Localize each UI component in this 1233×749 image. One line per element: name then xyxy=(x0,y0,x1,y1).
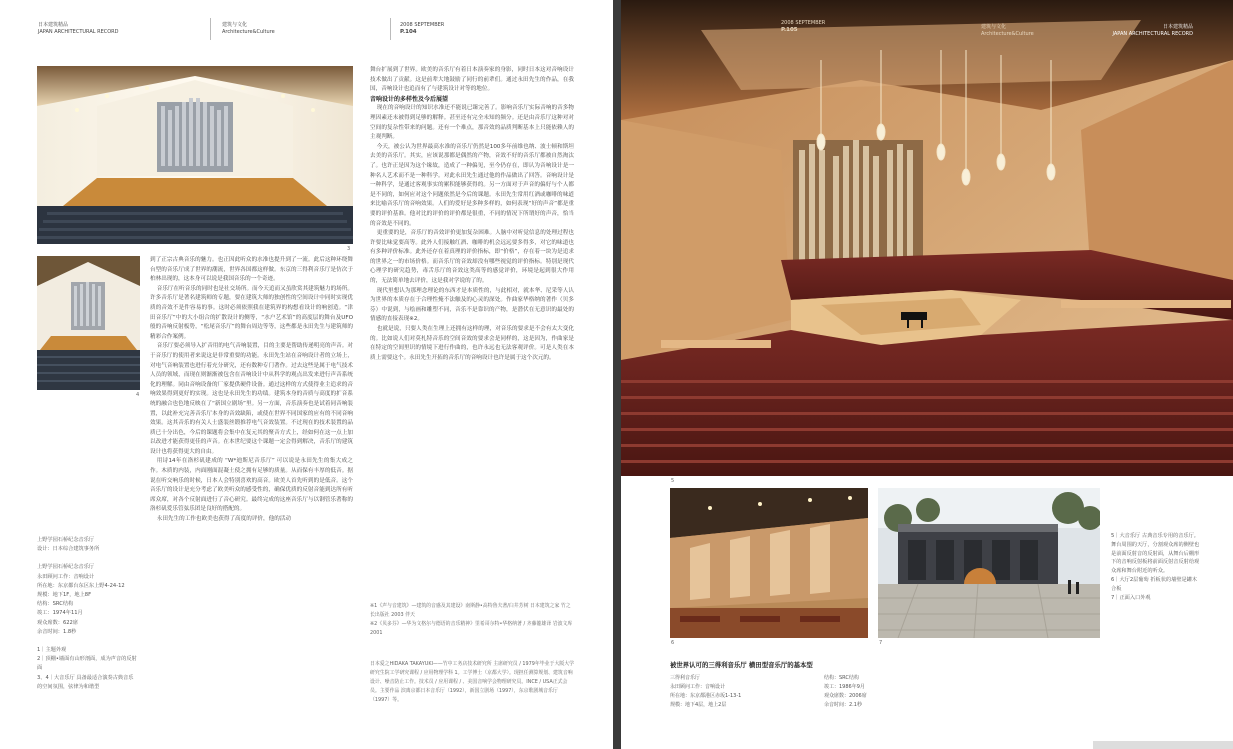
photo-number: 6 xyxy=(671,640,675,646)
left-project-info: 上野学园石桥纪念音乐厅 设计：日本综合建筑事务所 上野学园石桥纪念音乐厅 永田顾问工作：音响设计 所在地：东京都台东区东上野4-24-12 规模：地下1F，地上8F 结构：SRC结构 竣工：1974年11月 观众席数：622席 余音时间：1.8秒 1｜主题外观 2｜顶棚•墙面有山形剖面，成为声音的反射面 3、4｜大音乐厅 具备最适合演奏古典音乐的空间氛围，弦律为和谐型 xyxy=(37,537,137,690)
right-header-publication: 日本建筑精品 JAPAN ARCHITECTURAL RECORD xyxy=(1112,24,1193,37)
right-header-section: 建筑与文化 Architecture&Culture xyxy=(981,24,1034,37)
right-header-date: 2008 SEPTEMBER P.105 xyxy=(781,20,826,33)
photo-number: 5 xyxy=(671,478,675,484)
photo-number: 3 xyxy=(347,246,351,252)
left-header-date: 2008 SEPTEMBER P.104 xyxy=(400,22,445,35)
photo-number: 4 xyxy=(136,392,140,398)
project-specs: 三得利音乐厅 结构：SRC结构 永田顾问工作：音响设计 竣工：1986年9月 所在地：东京都港区赤坂1-13-1 观众席数：2006席 规模：地下4层，地上2层 余音时间：2.1秒 xyxy=(670,675,867,708)
suntory-hall-illustration xyxy=(621,0,1233,476)
left-page xyxy=(0,0,613,749)
header-divider xyxy=(390,18,391,40)
left-header-publication: 日本建筑精品 JAPAN ARCHITECTURAL RECORD xyxy=(38,22,119,35)
footnotes: ※1《声与音建筑》—建筑的音感及其建设》南斯静•高特鲁夫著/臼井芳树 日本建筑之家 竹之长出版社 2003 伴天 ※2《贝多芬》—华为文格尔与德语的音乐精神》里希哥尔特•华格纳著 / 齐藤龍雄译 岩波文库 2001 xyxy=(370,603,573,636)
photo-number: 7 xyxy=(879,640,883,646)
project-title: 被世界认可的三得利音乐厅 横田型音乐厅的基本型 xyxy=(670,661,813,669)
photo-exterior xyxy=(878,488,1100,638)
foyer-illustration xyxy=(670,488,868,638)
hall-organ-illustration xyxy=(37,66,353,244)
photo-hall-organ xyxy=(37,66,353,244)
photo-suntory-hall xyxy=(621,0,1233,476)
horizontal-scrollbar[interactable] xyxy=(1093,741,1233,749)
left-body-column: 到了正宗古典音乐的魅力。也正因此听众的水准也提升到了一流。此后这种环绕舞台型的音乐厅成了世界的潮流，世界各国都这样做。东京的三得利音乐厅是仿次于柏林出现的，这本身可以说是我国音乐的一个奇迹。 音乐厅在听音乐的同时也是社交场所。而今天追而又虽欣赏其建筑魅力的场所。许多音乐厅是著名建筑师的专题，要在建筑大师的独创性的空间设计中同时实现优质的音效不是件容易的事。这时必须依照我在建筑界的构想看设计的响创造。“津田音乐厅”中的大小组合的扩散设计的侧等，“水户艺术馆”的高度层的舞台及UFO般的音响反射板势，“松尾音乐厅”的舞台周边等等，这些都是永田先生与建筑师的精彩合作案例。 音乐厅要必须导入扩音用的电气音响装置，目的主要是帮助传递明亮的声音。对于音乐厅的使用者来说这是非常重要的功能。永田先生站在音响设计者的立场上，对电气音响装置也进行着充分研究，还有数种专门著作。过去这些是属于电气技术人员的领域，而现在则渐渐被包含在音响设计中从科学的观点出发来进行声音系统化的理解。同由音响设备的厂家提供硬件设备。通过这样的方式使得业主追求的音响效果得到更好的实现。这也是永田先生的功绩。建筑本身的音质与高度的扩音系统的融合也色地反映在了“新国立剧场”里。另一方面，音乐演奏也是试着同音响装置，以此补充完善音乐厅本身的音效缺陷，或使在世界不同国家的应有的不同音响效果。这其音乐的有关人士盛装丝锻推荐电气音效装置。不过现在的技术装置的品质已十分出色，今后的课题将会集中在复元其的聚音方式上，经如何在这一点上加以改进才能获得更佳的声音。在本世纪要这个课题一定会得到解决，音乐厅的建筑设计也将获得更大的自由。 用诗14年在洛杉矶建成的 “W*迪斯尼音乐厅” 可以说是永田先生的集大成之作。木质的内装，内面刚面混凝土使之拥有足够的质量。从而保有丰厚的低音。据说在听交响乐的时候，日本人会特别喜欢的高音。欧美人首先听到的是低音。这个音乐厅的设计是充分考虑了欧美听众的感受性的，确保优质的反射音能到达所有听席众席，对各个反射面进行了音心研究。最终完成的这座音乐厅与以钢管乐著称的洛杉矶爱乐管弦乐团是良好的搭配的。 永田先生的工作也欧美也获得了高度的评价，他的活动 xyxy=(150,257,353,523)
header-divider xyxy=(210,18,211,40)
photo-foyer xyxy=(670,488,868,638)
author-bio: 日本爱之HIDAKA TAKAYUKI——竹中工务店技术研究所 主席研究员 / 1979年毕业于大阪大学研究生院工学研究课程 / 应用物理学科 1。工学博士（京都大学）。现担任测算规划、建筑音响设计、噪音防止工作。技术员 / 应用课程 / 、美国音响学会物理研究员。INCE / USA正式会员。主要作品 滨离京都日本音乐厅（1992），新国立剧场（1997），东京歌剧城音乐厅（1997）等。 xyxy=(370,661,575,703)
right-side-captions: 5｜大音乐厅 古典音乐专用的音乐厅。舞台周围的天厅，分割观众席的侧壁也是前面反射音的反射面，从舞台后棚形下的音响反射板将前面反射音反射给观众席和舞台附近的听众。 6｜大厅2层葡萄 折板状的墙壁是罐木合板 7｜正面入口外观 xyxy=(1111,533,1200,601)
small-hall-illustration xyxy=(37,256,140,390)
page-gutter xyxy=(613,0,621,749)
left-header-section: 建筑与文化 Architecture&Culture xyxy=(222,22,275,35)
right-page xyxy=(621,0,1233,749)
exterior-illustration xyxy=(878,488,1100,638)
section-heading: 音响设计的多样性及今后展望 xyxy=(370,95,449,103)
photo-small-hall xyxy=(37,256,140,390)
right-body-column: 舞台扩展到了世界。欧美的音乐厅有着日本演奏家的身影，同时日本这对音响设计技术做出了贡献。这是前辈大地鼓励了同行的前辈们。通过永田先生的作品，在我国，音响设计也追而有了与建筑设计对等的地位。 音响设计的多样性及今后展望 现在的音响设计的知识水准还不能说已臻完善了。影响音乐厅实际音响的音多物理因素还未被得到足够的解释。甚至还有完全未知的频分。还是由音乐厅这种对对空间的复杂性带来的问题。还有一个难点，那音效的品质判断基本上只能依赖人的主观判断。 今天，被公认为世界最高水准的音乐厅仍然是100多年前维也纳、波士顿和斯坦去美的音乐厅。其实，应该说那都是偶然的产物，音效不好的音乐厅都被自然淘汰了。也许正是因为这个缘故，造成了一种偏见，至今仍存在，即认为音响设计是一种名人艺术而不是一种科学。对此永田先生通过他的作品做出了回答。音响设计是一种科学，是通过客观事实的累积能够获得的。另一方面对于声音的偏好与个人都是不同的，如何应对这个问题依然是今后的课题。永田先生常用红酒或咖啡的味道来比喻音乐厅的音响效果。人们的爱好是多种多样的，如何表现“好的声音”都是重要的评价基准。他对比的评价的评价都是很重，不同的情况下所谓好的声音，恰当的音效是不同的。 更重要的是，音乐厅的音效评价更加复杂困难。人脑中对听觉信息的处理过程也许要比味觉要高等。此外人们接触红酒、咖啡的机会远远要多得多，对它的味道也有多种评价标准。此外还存在着真理的评价指标，即“价格”，存在着一块为是追求的世界之一的市场价格。而音乐厅的音效却没有哪些视觉的评价指标。特别是现代心理学的研究趋势，毒舌乐厅的音效这类高等的感觉评价，环境是起到很大作用的，无法简单地去评价，这是我对学说的了的。 现代里想认为那理念理论的东西才是本质性的，与此相对，就本华、尼采等人认为世界的本质存在于合理性掩不法触及的心灵的深处。作曲家华格纳的著作（贝多芬）中说到，与绘画和雕塑不同，音乐不是靠识的产物，是潜伏在无意识的最处的情感的直接表现※2。 也就是说，只要人类在生理上还拥有这样的理，对音乐的要求是不会有太大变化的。比如说人们对莫札特音乐的空间音效的要求会是同样的，这是因为，作曲家是在特定的空间里识的情境下进行作曲的，也许永远也无法客观评价。可是人类在本质上需要这个。永田先生开拓的音乐厅的音响设计也许是属于这个次元的。 xyxy=(370,67,574,361)
